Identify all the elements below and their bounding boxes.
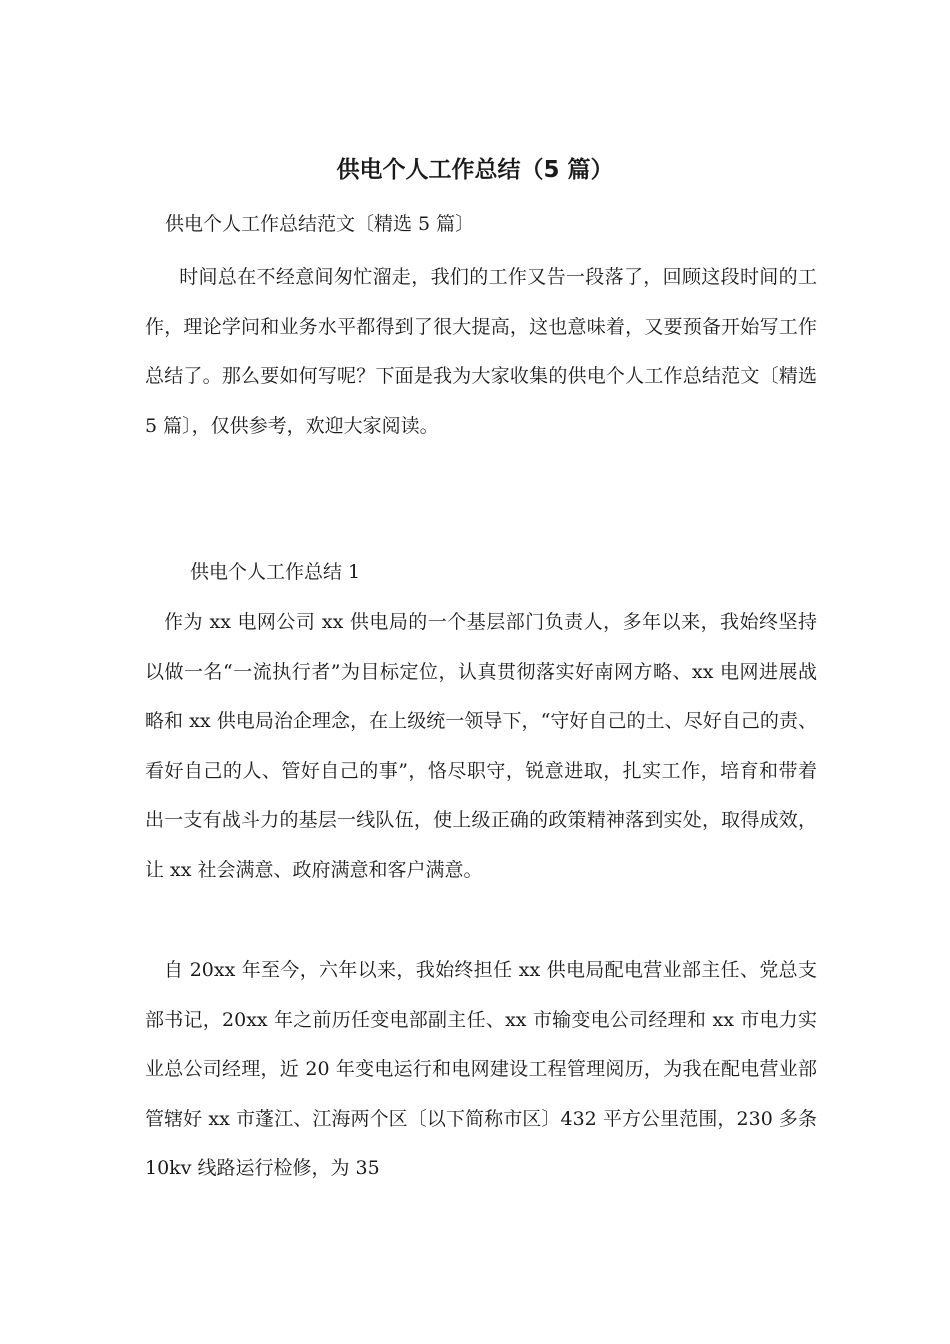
intro-paragraph: 时间总在不经意间匆忙溜走，我们的工作又告一段落了，回顾这段时间的工作，理论学问和业务水平都得到了很大提高，这也意味着，又要预备开始写工作总结了。那么要如何写呢？下面是我为大家收集的供电个人工作总结范文〔精选 5 篇〕，仅供参考，欢迎大家阅读。 <box>145 266 817 437</box>
document-subtitle: 供电个人工作总结范文〔精选 5 篇〕 <box>165 213 475 235</box>
document-title: 供电个人工作总结（5 篇） <box>336 157 614 183</box>
section-heading: 供电个人工作总结 1 <box>190 561 361 583</box>
body-paragraph-2: 自 20xx 年至今，六年以来，我始终担任 xx 供电局配电营业部主任、党总支部书记，20xx 年之前历任变电部副主任、xx 市输变电公司经理和 xx 市电力实业总公司经理，近 20 年变电运行和电网建设工程管理阅历，为我在配电营业部管辖好 xx 市蓬江、江海两个区〔以下简称市区〕432 平方公里范围，230 多条 10kv 线路运行检修，为 35 <box>145 959 817 1179</box>
body-paragraph-1: 作为 xx 电网公司 xx 供电局的一个基层部门负责人，多年以来，我始终坚持以做一名“一流执行者”为目标定位，认真贯彻落实好南网方略、xx 电网进展战略和 xx 供电局治企理念，在上级统一领导下，“守好自己的土、尽好自己的责、看好自己的人、管好自己的事”，恪尽职守，锐意进取，扎实工作，培育和带着出一支有战斗力的基层一线队伍，使上级正确的政策精神落到实处，取得成效，让 xx 社会满意、政府满意和客户满意。 <box>145 611 817 881</box>
